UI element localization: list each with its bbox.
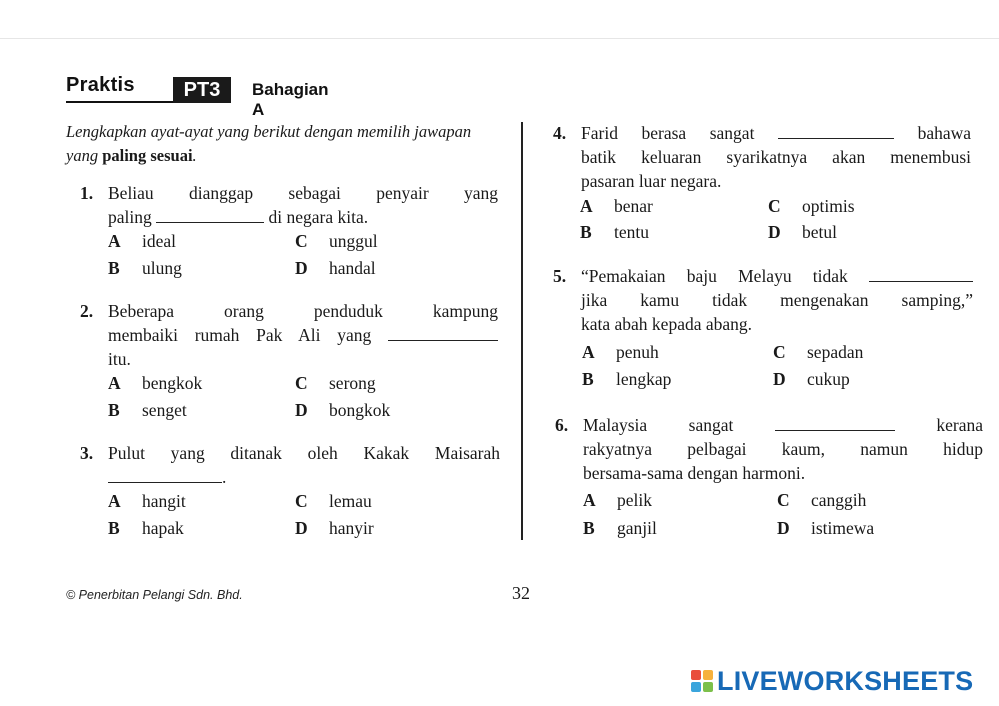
stem-line — [108, 323, 498, 347]
stem-line: bersama-sama dengan harmoni. — [583, 463, 806, 483]
option-text: lemau — [329, 491, 372, 511]
logo-square — [691, 670, 701, 680]
option-text: betul — [802, 222, 837, 242]
option-1d[interactable] — [295, 258, 376, 279]
option-letter: D — [295, 518, 308, 538]
question-number: 2. — [80, 301, 94, 321]
stem-line: pasaran luar negara. — [581, 171, 722, 191]
stem-text: kerana — [936, 415, 983, 435]
option-5a[interactable] — [582, 342, 659, 363]
option-6c[interactable] — [777, 490, 866, 511]
page-number: 32 — [512, 583, 530, 603]
option-letter: A — [582, 342, 595, 362]
option-letter: B — [108, 400, 120, 420]
stem-line: Pulut yang ditanak oleh Kakak Maisarah — [108, 443, 500, 463]
logo-square — [703, 682, 713, 692]
stem-text: membaiki rumah Pak Ali yang — [108, 325, 372, 345]
option-3c[interactable] — [295, 491, 372, 512]
answer-blank[interactable] — [869, 265, 973, 282]
option-3d[interactable] — [295, 518, 374, 539]
option-6a[interactable] — [583, 490, 652, 511]
option-text: bengkok — [142, 373, 203, 393]
option-letter: A — [108, 491, 121, 511]
option-text: serong — [329, 373, 376, 393]
question-stem — [108, 181, 498, 229]
option-letter: D — [768, 222, 781, 242]
option-text: optimis — [802, 196, 855, 216]
option-letter: C — [777, 490, 790, 510]
option-text: hangit — [142, 491, 186, 511]
answer-blank[interactable] — [775, 414, 895, 431]
option-5b[interactable] — [582, 369, 671, 390]
option-letter: A — [580, 196, 593, 216]
option-text: unggul — [329, 231, 378, 251]
option-text: ideal — [142, 231, 177, 251]
option-text: canggih — [811, 490, 867, 510]
option-letter: B — [580, 222, 592, 242]
option-letter: B — [582, 369, 594, 389]
option-4b[interactable] — [580, 222, 649, 243]
stem-line: rakyatnya pelbagai kaum, namun hidup — [583, 439, 983, 459]
instruction-end: . — [192, 146, 197, 165]
stem-text: “Pemakaian baju Melayu tidak — [581, 266, 848, 286]
option-letter: C — [295, 491, 308, 511]
option-letter: C — [295, 231, 308, 251]
question-number: 3. — [80, 443, 94, 463]
option-letter: A — [108, 373, 121, 393]
answer-blank[interactable] — [108, 466, 222, 483]
question-number: 1. — [80, 183, 94, 203]
option-letter: A — [108, 231, 121, 251]
question-stem — [108, 299, 498, 371]
option-letter: C — [768, 196, 781, 216]
option-letter: B — [108, 258, 120, 278]
stem-line: jika kamu tidak mengenakan samping,” — [581, 290, 973, 310]
option-text: lengkap — [616, 369, 672, 389]
option-4c[interactable] — [768, 196, 855, 217]
option-4a[interactable] — [580, 196, 653, 217]
option-letter: C — [773, 342, 786, 362]
option-6b[interactable] — [583, 518, 657, 539]
option-1b[interactable] — [108, 258, 182, 279]
option-1a[interactable] — [108, 231, 176, 252]
stem-text: bahawa — [917, 123, 972, 143]
option-text: hapak — [142, 518, 184, 538]
section-title: Bahagian A — [252, 80, 329, 119]
option-letter: C — [295, 373, 308, 393]
option-2a[interactable] — [108, 373, 202, 394]
stem-line: itu. — [108, 349, 131, 369]
page-top-edge — [0, 38, 999, 39]
option-letter: D — [295, 400, 308, 420]
column-divider — [521, 122, 523, 540]
stem-text: paling — [108, 207, 152, 227]
question-stem — [581, 121, 971, 193]
instruction-part: Lengkapkan ayat-ayat yang berikut dengan memilih jawapan yang — [66, 122, 472, 165]
option-text: cukup — [807, 369, 850, 389]
option-text: tentu — [614, 222, 649, 242]
praktis-label: Praktis — [66, 74, 135, 96]
option-text: sepadan — [807, 342, 864, 362]
answer-blank[interactable] — [156, 206, 264, 223]
option-2c[interactable] — [295, 373, 376, 394]
question-number: 4. — [553, 123, 567, 143]
copyright-notice: © Penerbitan Pelangi Sdn. Bhd. — [66, 588, 243, 602]
option-text: penuh — [616, 342, 659, 362]
option-text: senget — [142, 400, 187, 420]
option-2d[interactable] — [295, 400, 390, 421]
stem-line: batik keluaran syarikatnya akan menembusi — [581, 147, 971, 167]
stem-text: Malaysia sangat — [583, 415, 734, 435]
brand-name: LIVEWORKSHEETS — [717, 665, 974, 696]
question-stem — [583, 413, 983, 485]
option-text: ganjil — [617, 518, 657, 538]
stem-line — [581, 264, 973, 288]
question-stem — [581, 264, 973, 336]
option-3b[interactable] — [108, 518, 184, 539]
logo-square — [691, 682, 701, 692]
option-letter: D — [777, 518, 790, 538]
option-text: handal — [329, 258, 376, 278]
liveworksheets-logo-icon — [691, 670, 713, 692]
option-5d[interactable] — [773, 369, 850, 390]
stem-line: kata abah kepada abang. — [581, 314, 753, 334]
option-letter: D — [773, 369, 786, 389]
question-stem — [108, 441, 500, 489]
question-number: 5. — [553, 266, 567, 286]
option-text: istimewa — [811, 518, 875, 538]
instruction-text — [66, 120, 498, 168]
option-5c[interactable] — [773, 342, 863, 363]
option-2b[interactable] — [108, 400, 187, 421]
stem-line — [581, 121, 971, 145]
option-text: hanyir — [329, 518, 374, 538]
instruction-bold: paling sesuai — [102, 146, 193, 165]
option-letter: A — [583, 490, 596, 510]
stem-text: Farid berasa sangat — [581, 123, 755, 143]
stem-text: di negara kita. — [268, 207, 369, 227]
option-letter: D — [295, 258, 308, 278]
answer-blank[interactable] — [778, 122, 894, 139]
liveworksheets-logo[interactable] — [691, 667, 973, 695]
option-text: benar — [614, 196, 653, 216]
pt3-badge: PT3 — [173, 77, 231, 103]
stem-line: Beberapa orang penduduk kampung — [108, 301, 498, 321]
option-text: bongkok — [329, 400, 391, 420]
answer-blank[interactable] — [388, 324, 498, 341]
stem-text: . — [222, 467, 227, 487]
question-number: 6. — [555, 415, 569, 435]
option-4d[interactable] — [768, 222, 837, 243]
option-6d[interactable] — [777, 518, 874, 539]
option-text: ulung — [142, 258, 182, 278]
stem-line — [108, 465, 500, 489]
stem-line: Beliau dianggap sebagai penyair yang — [108, 183, 498, 203]
stem-line — [583, 413, 983, 437]
option-3a[interactable] — [108, 491, 186, 512]
option-text: pelik — [617, 490, 652, 510]
logo-square — [703, 670, 713, 680]
option-1c[interactable] — [295, 231, 378, 252]
option-letter: B — [583, 518, 595, 538]
stem-line — [108, 205, 498, 229]
option-letter: B — [108, 518, 120, 538]
